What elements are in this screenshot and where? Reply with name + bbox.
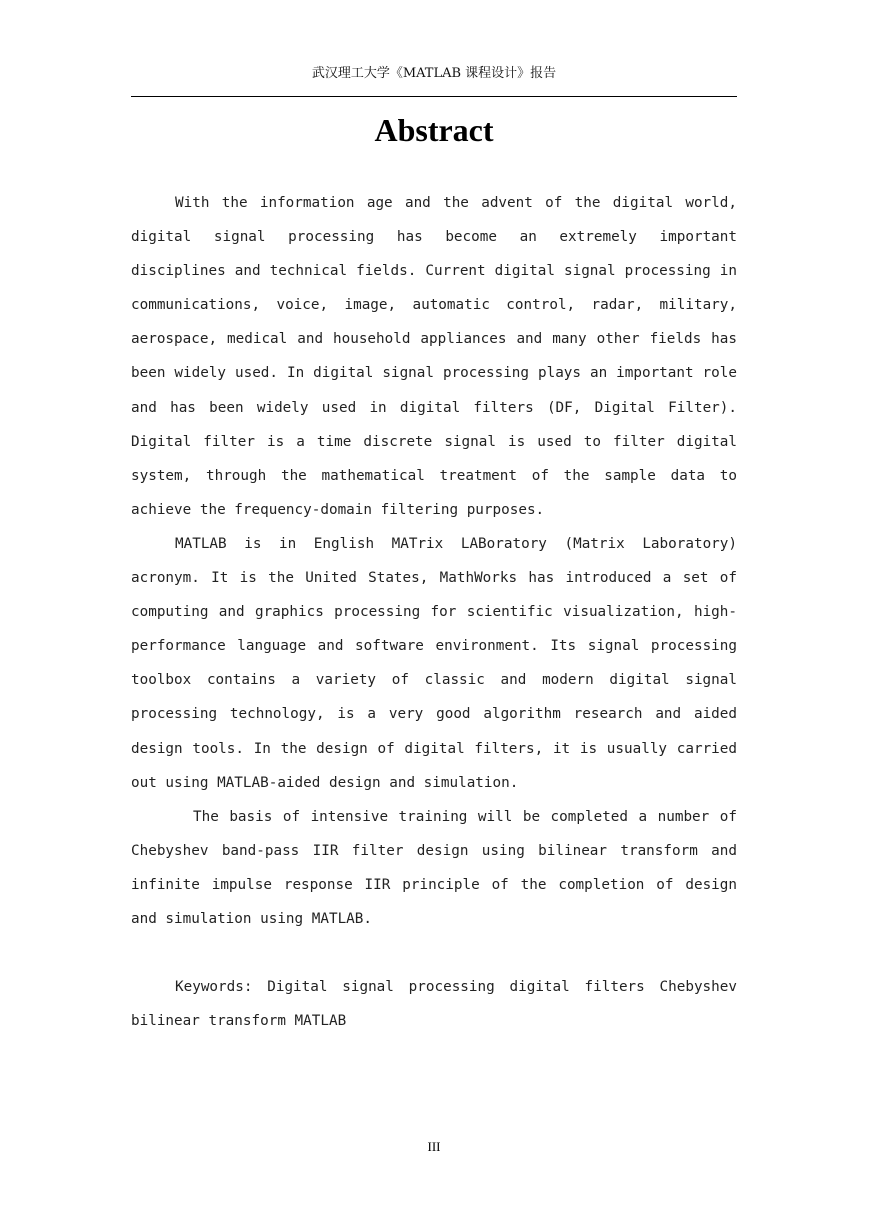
paragraph-spacer [131,936,737,970]
abstract-title: Abstract [374,112,494,148]
header-divider [131,96,737,97]
abstract-body [131,186,737,1038]
abstract-paragraph-2: MATLAB is in English MATrix LABoratory (Matrix Laboratory) acronym. It is the United States, MathWorks has introduced a set of computing and graphics processing for scientific visualization, high-performance language and software environment. Its signal processing toolbox contains a variety of classic and modern digital signal processing technology, is a very good algorithm research and aided design tools. In the design of digital filters, it is usually carried out using MATLAB-aided design and simulation. [131,535,737,791]
page-number: III [427,1139,441,1154]
abstract-paragraph-3: The basis of intensive training will be completed a number of Chebyshev band-pass IIR filter design using bilinear transform and infinite impulse response IIR principle of the completion of design and simulation using MATLAB. [131,808,737,927]
running-header: 武汉理工大学《MATLAB 课程设计》报告 [311,66,557,81]
keywords-line: Keywords: Digital signal processing digital filters Chebyshev bilinear transform MATLAB [131,979,737,1030]
abstract-paragraph-1: With the information age and the advent of the digital world, digital signal processing has become an extremely important disciplines and technical fields. Current digital signal processing in communications, voice, image, automatic control, radar, military, aerospace, medical and household appliances and many other fields has been widely used. In digital signal processing plays an important role and has been widely used in digital filters (DF, Digital Filter). Digital filter is a time discrete signal is used to filter digital system, through the mathematical treatment of the sample data to achieve the frequency-domain filtering purposes. [131,195,737,518]
